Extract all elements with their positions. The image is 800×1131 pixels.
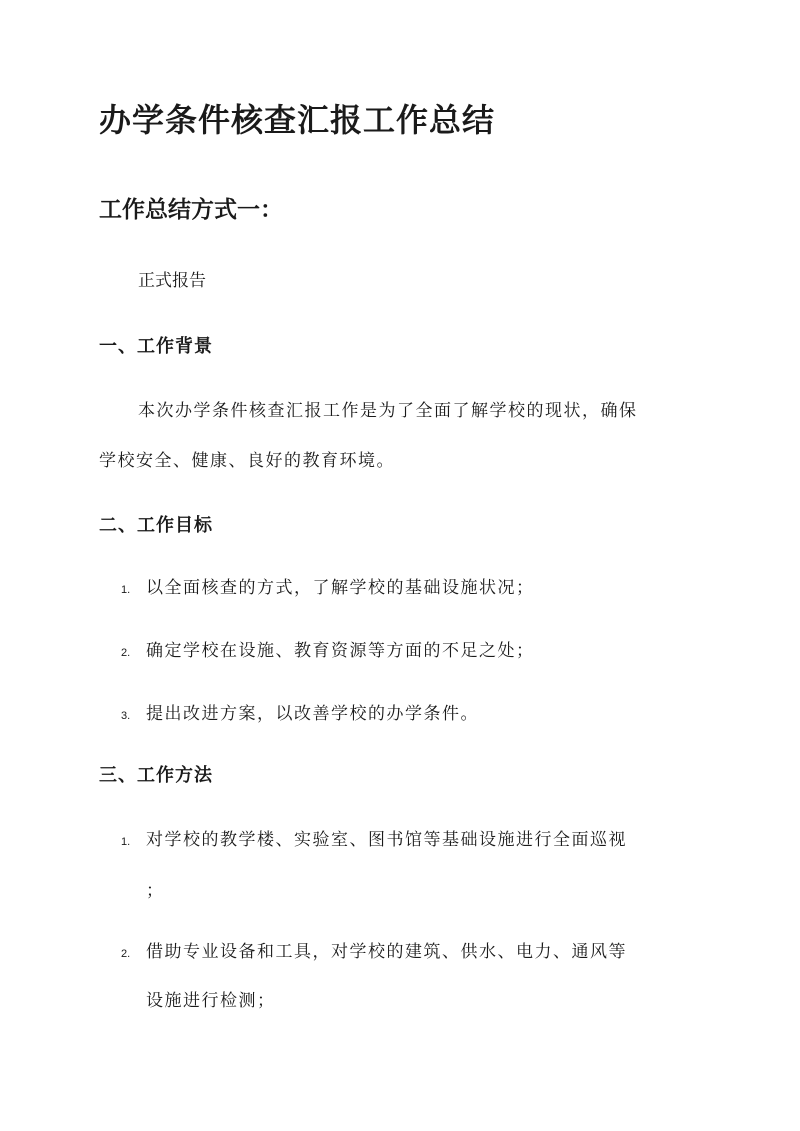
background-paragraph-line-1: 本次办学条件核查汇报工作是为了全面了解学校的现状，确保 xyxy=(138,401,638,421)
goal-item-number: 2. xyxy=(121,647,131,659)
method-item-text-line: 对学校的教学楼、实验室、图书馆等基础设施进行全面巡视 xyxy=(146,830,627,850)
method-item-text-line: 借助专业设备和工具，对学校的建筑、供水、电力、通风等 xyxy=(146,942,627,962)
section-heading-goals: 二、工作目标 xyxy=(99,515,213,536)
method-item-number: 2. xyxy=(121,948,131,960)
method-heading: 工作总结方式一： xyxy=(99,196,283,223)
method-item-text-line: ； xyxy=(146,881,165,901)
goal-item-number: 1. xyxy=(121,584,131,596)
background-paragraph-line-2: 学校安全、健康、良好的教育环境。 xyxy=(99,451,395,471)
goal-item-number: 3. xyxy=(121,710,131,722)
method-item-number: 1. xyxy=(121,836,131,848)
goal-item-text: 提出改进方案，以改善学校的办学条件。 xyxy=(146,704,479,724)
goal-item-text: 确定学校在设施、教育资源等方面的不足之处； xyxy=(146,641,535,661)
method-item-text-line: 设施进行检测； xyxy=(146,991,276,1011)
section-heading-background: 一、工作背景 xyxy=(99,336,213,357)
report-type: 正式报告 xyxy=(138,271,206,291)
document-title: 办学条件核查汇报工作总结 xyxy=(99,101,496,139)
section-heading-methods: 三、工作方法 xyxy=(99,765,213,786)
goal-item-text: 以全面核查的方式，了解学校的基础设施状况； xyxy=(146,578,535,598)
